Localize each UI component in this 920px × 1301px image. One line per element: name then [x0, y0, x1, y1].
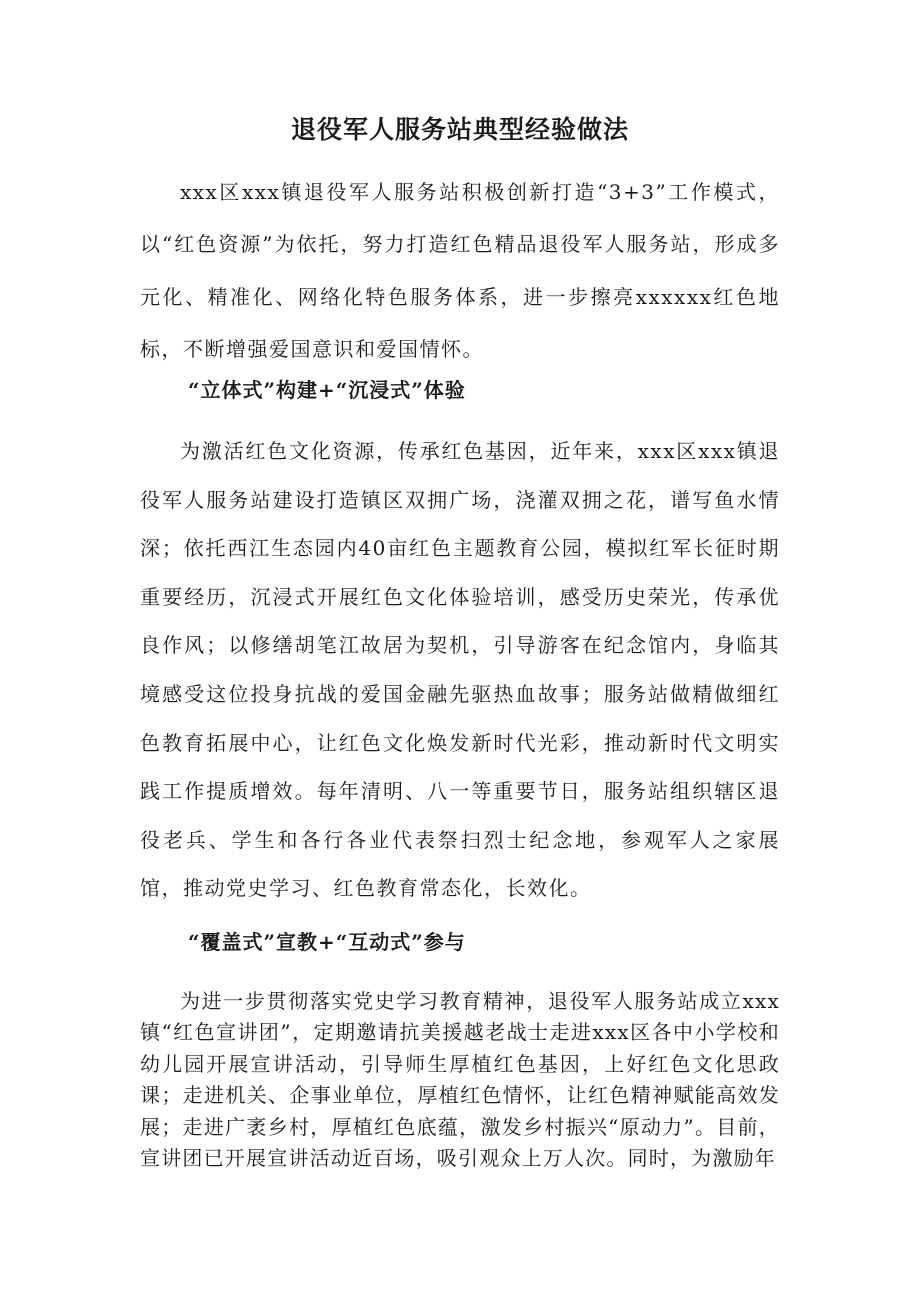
intro-paragraph: xxx区xxx镇退役军人服务站积极创新打造“3+3”工作模式，以“红色资源”为依托，努力打造红色精品退役军人服务站，形成多元化、精准化、网络化特色服务体系，进一步擦亮xxxxxx红色地标，不断增强爱国意识和爱国情怀。 — [140, 180, 780, 361]
section-1-heading: “立体式”构建+“沉浸式”体验 — [188, 378, 466, 402]
section-2-paragraph: 为进一步贯彻落实党史学习教育精神，退役军人服务站成立xxx镇“红色宣讲团”，定期邀请抗美援越老战士走进xxx区各中小学校和幼儿园开展宣讲活动，引导师生厚植红色基因，上好红色文化思政课；走进机关、企事业单位，厚植红色情怀，让红色精神赋能高效发展；走进广袤乡村，厚植红色底蕴，激发乡村振兴“原动力”。目前，宣讲团已开展宣讲活动近百场，吸引观众上万人次。同时，为激励年 — [140, 989, 780, 1171]
section-1-paragraph: 为激活红色文化资源，传承红色基因，近年来，xxx区xxx镇退役军人服务站建设打造镇区双拥广场，浇灌双拥之花，谱写鱼水情深；依托西江生态园内40亩红色主题教育公园，模拟红军长征时期重要经历，沉浸式开展红色文化体验培训，感受历史荣光，传承优良作风；以修缮胡笔江故居为契机，引导游客在纪念馆内，身临其境感受这位投身抗战的爱国金融先驱热血故事；服务站做精做细红色教育拓展中心，让红色文化焕发新时代光彩，推动新时代文明实践工作提质增效。每年清明、八一等重要节日，服务站组织辖区退役老兵、学生和各行各业代表祭扫烈士纪念地，参观军人之家展馆，推动党史学习、红色教育常态化，长效化。 — [140, 439, 780, 901]
document-title: 退役军人服务站典型经验做法 — [290, 115, 629, 144]
section-2-heading: “覆盖式”宣教+“互动式”参与 — [188, 930, 466, 954]
